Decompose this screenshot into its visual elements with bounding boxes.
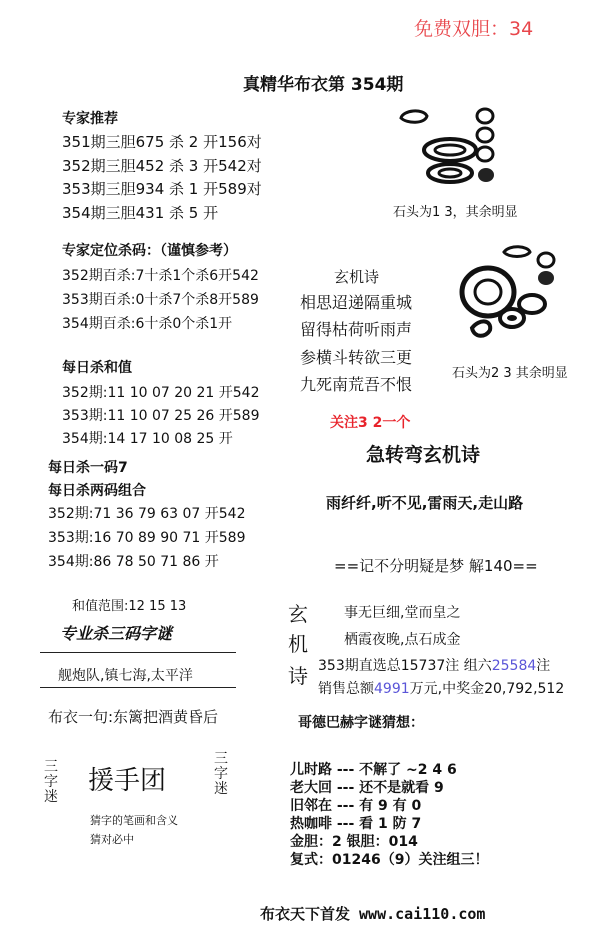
daily-kill-sum-row: 352期:11 10 07 20 21 开542 bbox=[62, 385, 260, 401]
expert-row: 353期三胆934 杀 1 开589对 bbox=[62, 180, 262, 198]
daily-kill-row: 353期:16 70 89 90 71 开589 bbox=[48, 530, 246, 546]
expert-row: 351期三胆675 杀 2 开156对 bbox=[62, 133, 262, 151]
riddle-tag-left: 三字迷 bbox=[44, 759, 58, 805]
sales-line-2 bbox=[318, 678, 564, 698]
stone-image-1 bbox=[393, 100, 513, 196]
divider bbox=[40, 687, 236, 688]
sales-text: 销售总额 bbox=[318, 681, 374, 697]
daily-kill-one-title: 每日杀一码7 bbox=[48, 460, 128, 476]
position-kill-title: 专家定位杀码：（谨慎参考） bbox=[62, 243, 237, 259]
position-kill-row: 353期百杀:0十杀7个杀8开589 bbox=[62, 292, 259, 308]
poem-line: 相思迢递隔重城 bbox=[300, 293, 413, 312]
riddle-hint: 猜字的笔画和含义 bbox=[90, 814, 178, 827]
riddle-hint: 猜对必中 bbox=[90, 833, 134, 846]
poem-focus: 关注3 2一个 bbox=[330, 415, 411, 431]
pro-kill-title: 专业杀三码字谜 bbox=[60, 624, 173, 643]
sales-total: 4991 bbox=[374, 681, 410, 697]
footer-text: 布衣天下首发 www.cai110.com bbox=[260, 905, 486, 923]
poem-title: 玄机诗 bbox=[334, 268, 380, 286]
free-double-badge: 免费双胆：34 bbox=[414, 18, 534, 40]
sales-group-six: 25584 bbox=[491, 658, 537, 674]
expert-row: 352期三胆452 杀 3 开542对 bbox=[62, 157, 262, 175]
stone-1-caption: 石头为1 3，其余明显 bbox=[393, 205, 518, 220]
daily-kill-sum-row: 353期:11 10 07 25 26 开589 bbox=[62, 408, 260, 424]
divider bbox=[40, 652, 236, 653]
guess-row: 金胆：2 银胆：014 bbox=[290, 834, 418, 850]
guess-row: 热咖啡 --- 看 1 防 7 bbox=[290, 816, 422, 832]
guess-row: 旧邻在 --- 有 9 有 0 bbox=[290, 798, 422, 814]
riddle-word: 援手团 bbox=[88, 766, 167, 796]
daily-kill-row: 354期:86 78 50 71 86 开 bbox=[48, 554, 219, 570]
poem-line: 留得枯荷听雨声 bbox=[300, 320, 413, 339]
guess-row: 复式：01246（9）关注组三！ bbox=[290, 852, 489, 868]
riddle-tag-right: 三字迷 bbox=[214, 751, 228, 797]
expert-title: 专家推荐 bbox=[62, 111, 118, 127]
stone-image-2 bbox=[450, 240, 570, 350]
stone-2-caption: 石头为2 3 其余明显 bbox=[452, 366, 568, 381]
sales-text: 万元,中奖金20,792,512 bbox=[409, 681, 565, 697]
buyi-sentence: 布衣一句:东篱把酒黄昏后 bbox=[48, 708, 219, 726]
poem-line: 参横斗转欲三更 bbox=[300, 348, 413, 367]
daily-kill-two-title: 每日杀两码组合 bbox=[48, 483, 146, 499]
position-kill-row: 352期百杀:7十杀1个杀6开542 bbox=[62, 268, 259, 284]
guess-row: 儿时路 --- 不解了 ~2 4 6 bbox=[290, 762, 457, 778]
position-kill-row: 354期百杀:6十杀0个杀1开 bbox=[62, 316, 233, 332]
xuanji-line: 事无巨细,堂而皇之 bbox=[344, 605, 461, 621]
sales-line-1 bbox=[318, 655, 550, 675]
xuanji-char: 诗 bbox=[288, 664, 308, 688]
sales-text: 353期直选总15737注 组六 bbox=[318, 658, 492, 674]
sum-range: 和值范围:12 15 13 bbox=[72, 599, 187, 614]
page-title: 真精华布衣第 354期 bbox=[243, 75, 404, 95]
xuanji-line: 栖霞夜晚,点石成金 bbox=[344, 632, 461, 648]
sharp-turn-title: 急转弯玄机诗 bbox=[366, 444, 481, 466]
daily-kill-row: 352期:71 36 79 63 07 开542 bbox=[48, 506, 246, 522]
sales-text: 注 bbox=[536, 658, 551, 674]
poem-line: 九死南荒吾不恨 bbox=[300, 375, 413, 394]
xuanji-char: 机 bbox=[288, 632, 308, 656]
guess-row: 老大回 --- 还不是就看 9 bbox=[290, 780, 444, 796]
pro-kill-answer: 舰炮队,镇七海,太平洋 bbox=[58, 668, 193, 684]
sharp-turn-text: 雨纤纤,听不见,雷雨天,走山路 bbox=[326, 494, 524, 512]
daily-kill-sum-title: 每日杀和值 bbox=[62, 360, 132, 376]
expert-row: 354期三胆431 杀 5 开 bbox=[62, 204, 219, 222]
daily-kill-sum-row: 354期:14 17 10 08 25 开 bbox=[62, 431, 233, 447]
goedel-title: 哥德巴赫字谜猜想： bbox=[298, 715, 424, 731]
memory-line: ==记不分明疑是梦 解140== bbox=[334, 557, 538, 575]
xuanji-char: 玄 bbox=[288, 602, 308, 626]
